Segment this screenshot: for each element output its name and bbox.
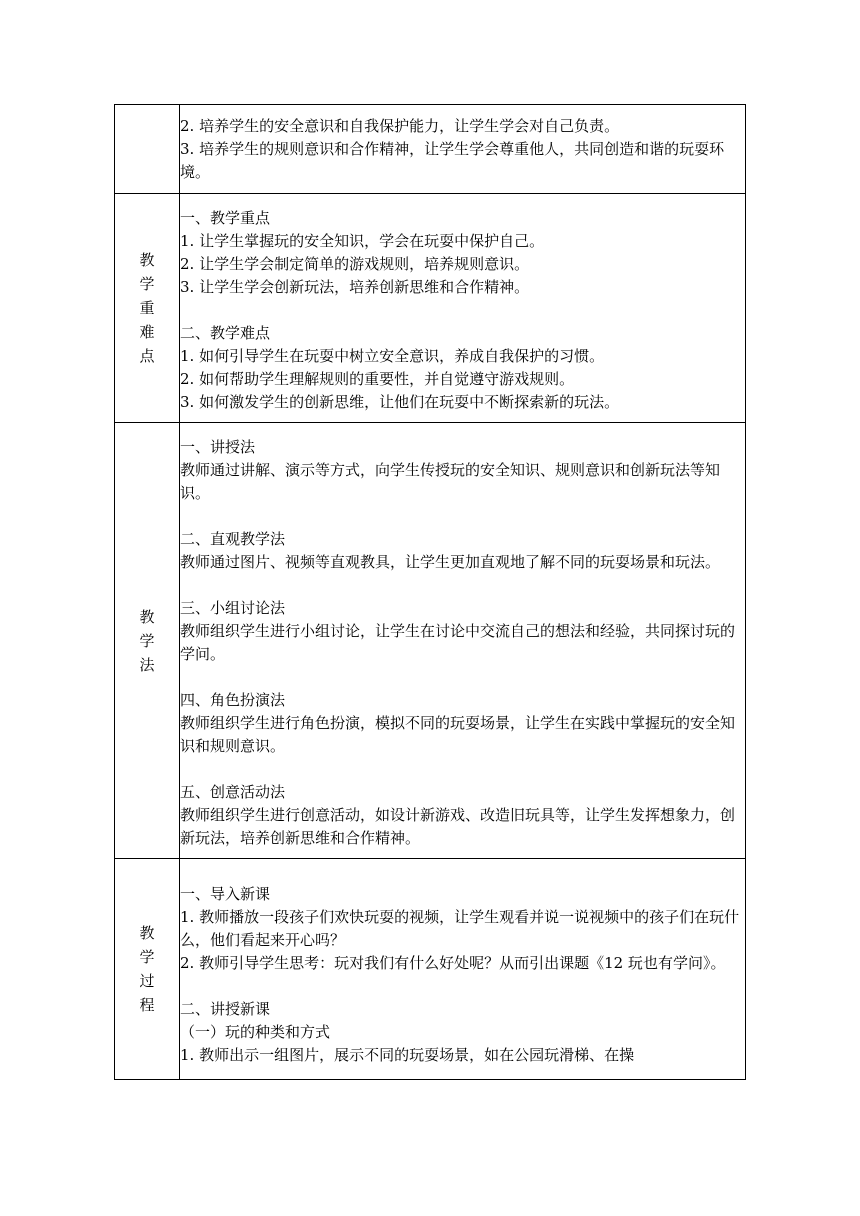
section-heading: 二、直观教学法 [180, 530, 286, 548]
table-row-teaching-process [115, 859, 746, 1080]
row-label-teaching-process: 教 学 过 程 [115, 859, 180, 1080]
key-point-item: 1. 让学生掌握玩的安全知识，学会在玩耍中保护自己。 [180, 232, 545, 250]
section-heading: 一、导入新课 [180, 885, 271, 903]
section-heading: 二、教学难点 [180, 324, 271, 342]
section-heading: 三、小组讨论法 [180, 599, 286, 617]
process-step: 1. 教师出示一组图片，展示不同的玩耍场景，如在公园玩滑梯、在操 [180, 1046, 635, 1064]
key-difficult-points-content [180, 194, 746, 423]
section-heading: 二、讲授新课 [180, 1000, 271, 1018]
process-step: 1. 教师播放一段孩子们欢快玩耍的视频，让学生观看并说一说视频中的孩子们在玩什么，他们看起来开心吗？ [180, 908, 740, 949]
table-row-objectives [115, 105, 746, 194]
table-row-teaching-methods [115, 423, 746, 859]
difficult-point-item: 3. 如何激发学生的创新思维，让他们在玩耍中不断探索新的玩法。 [180, 393, 620, 411]
difficult-point-item: 1. 如何引导学生在玩耍中树立安全意识，养成自我保护的习惯。 [180, 347, 605, 365]
key-point-item: 2. 让学生学会制定简单的游戏规则，培养规则意识。 [180, 255, 530, 273]
objective-item: 2. 培养学生的安全意识和自我保护能力，让学生学会对自己负责。 [180, 117, 620, 135]
method-description: 教师组织学生进行角色扮演，模拟不同的玩耍场景，让学生在实践中掌握玩的安全知识和规则意识。 [180, 714, 736, 755]
method-description: 教师通过图片、视频等直观教具，让学生更加直观地了解不同的玩耍场景和玩法。 [180, 553, 721, 571]
teaching-methods-content [180, 423, 746, 859]
objectives-content [180, 105, 746, 194]
subsection-heading: （一）玩的种类和方式 [180, 1023, 331, 1041]
method-description: 教师组织学生进行小组讨论，让学生在讨论中交流自己的想法和经验，共同探讨玩的学问。 [180, 622, 736, 663]
difficult-point-item: 2. 如何帮助学生理解规则的重要性，并自觉遵守游戏规则。 [180, 370, 575, 388]
method-description: 教师通过讲解、演示等方式，向学生传授玩的安全知识、规则意识和创新玩法等知识。 [180, 461, 721, 502]
row-label-key-difficult-points: 教 学 重 难 点 [115, 194, 180, 423]
method-description: 教师组织学生进行创意活动，如设计新游戏、改造旧玩具等，让学生发挥想象力，创新玩法，培养创新思维和合作精神。 [180, 806, 736, 847]
row-label-teaching-methods: 教 学 法 [115, 423, 180, 859]
teaching-process-content [180, 859, 746, 1080]
process-step: 2. 教师引导学生思考：玩对我们有什么好处呢？从而引出课题《12 玩也有学问》。 [180, 954, 726, 972]
objective-item: 3. 培养学生的规则意识和合作精神，让学生学会尊重他人，共同创造和谐的玩耍环境。 [180, 140, 725, 181]
section-heading: 一、教学重点 [180, 209, 271, 227]
table-row-key-difficult-points [115, 194, 746, 423]
section-heading: 一、讲授法 [180, 438, 256, 456]
lesson-plan-table [114, 104, 746, 1080]
section-heading: 四、角色扮演法 [180, 691, 286, 709]
key-point-item: 3. 让学生学会创新玩法，培养创新思维和合作精神。 [180, 278, 530, 296]
section-heading: 五、创意活动法 [180, 783, 286, 801]
row-label-empty [115, 105, 180, 194]
